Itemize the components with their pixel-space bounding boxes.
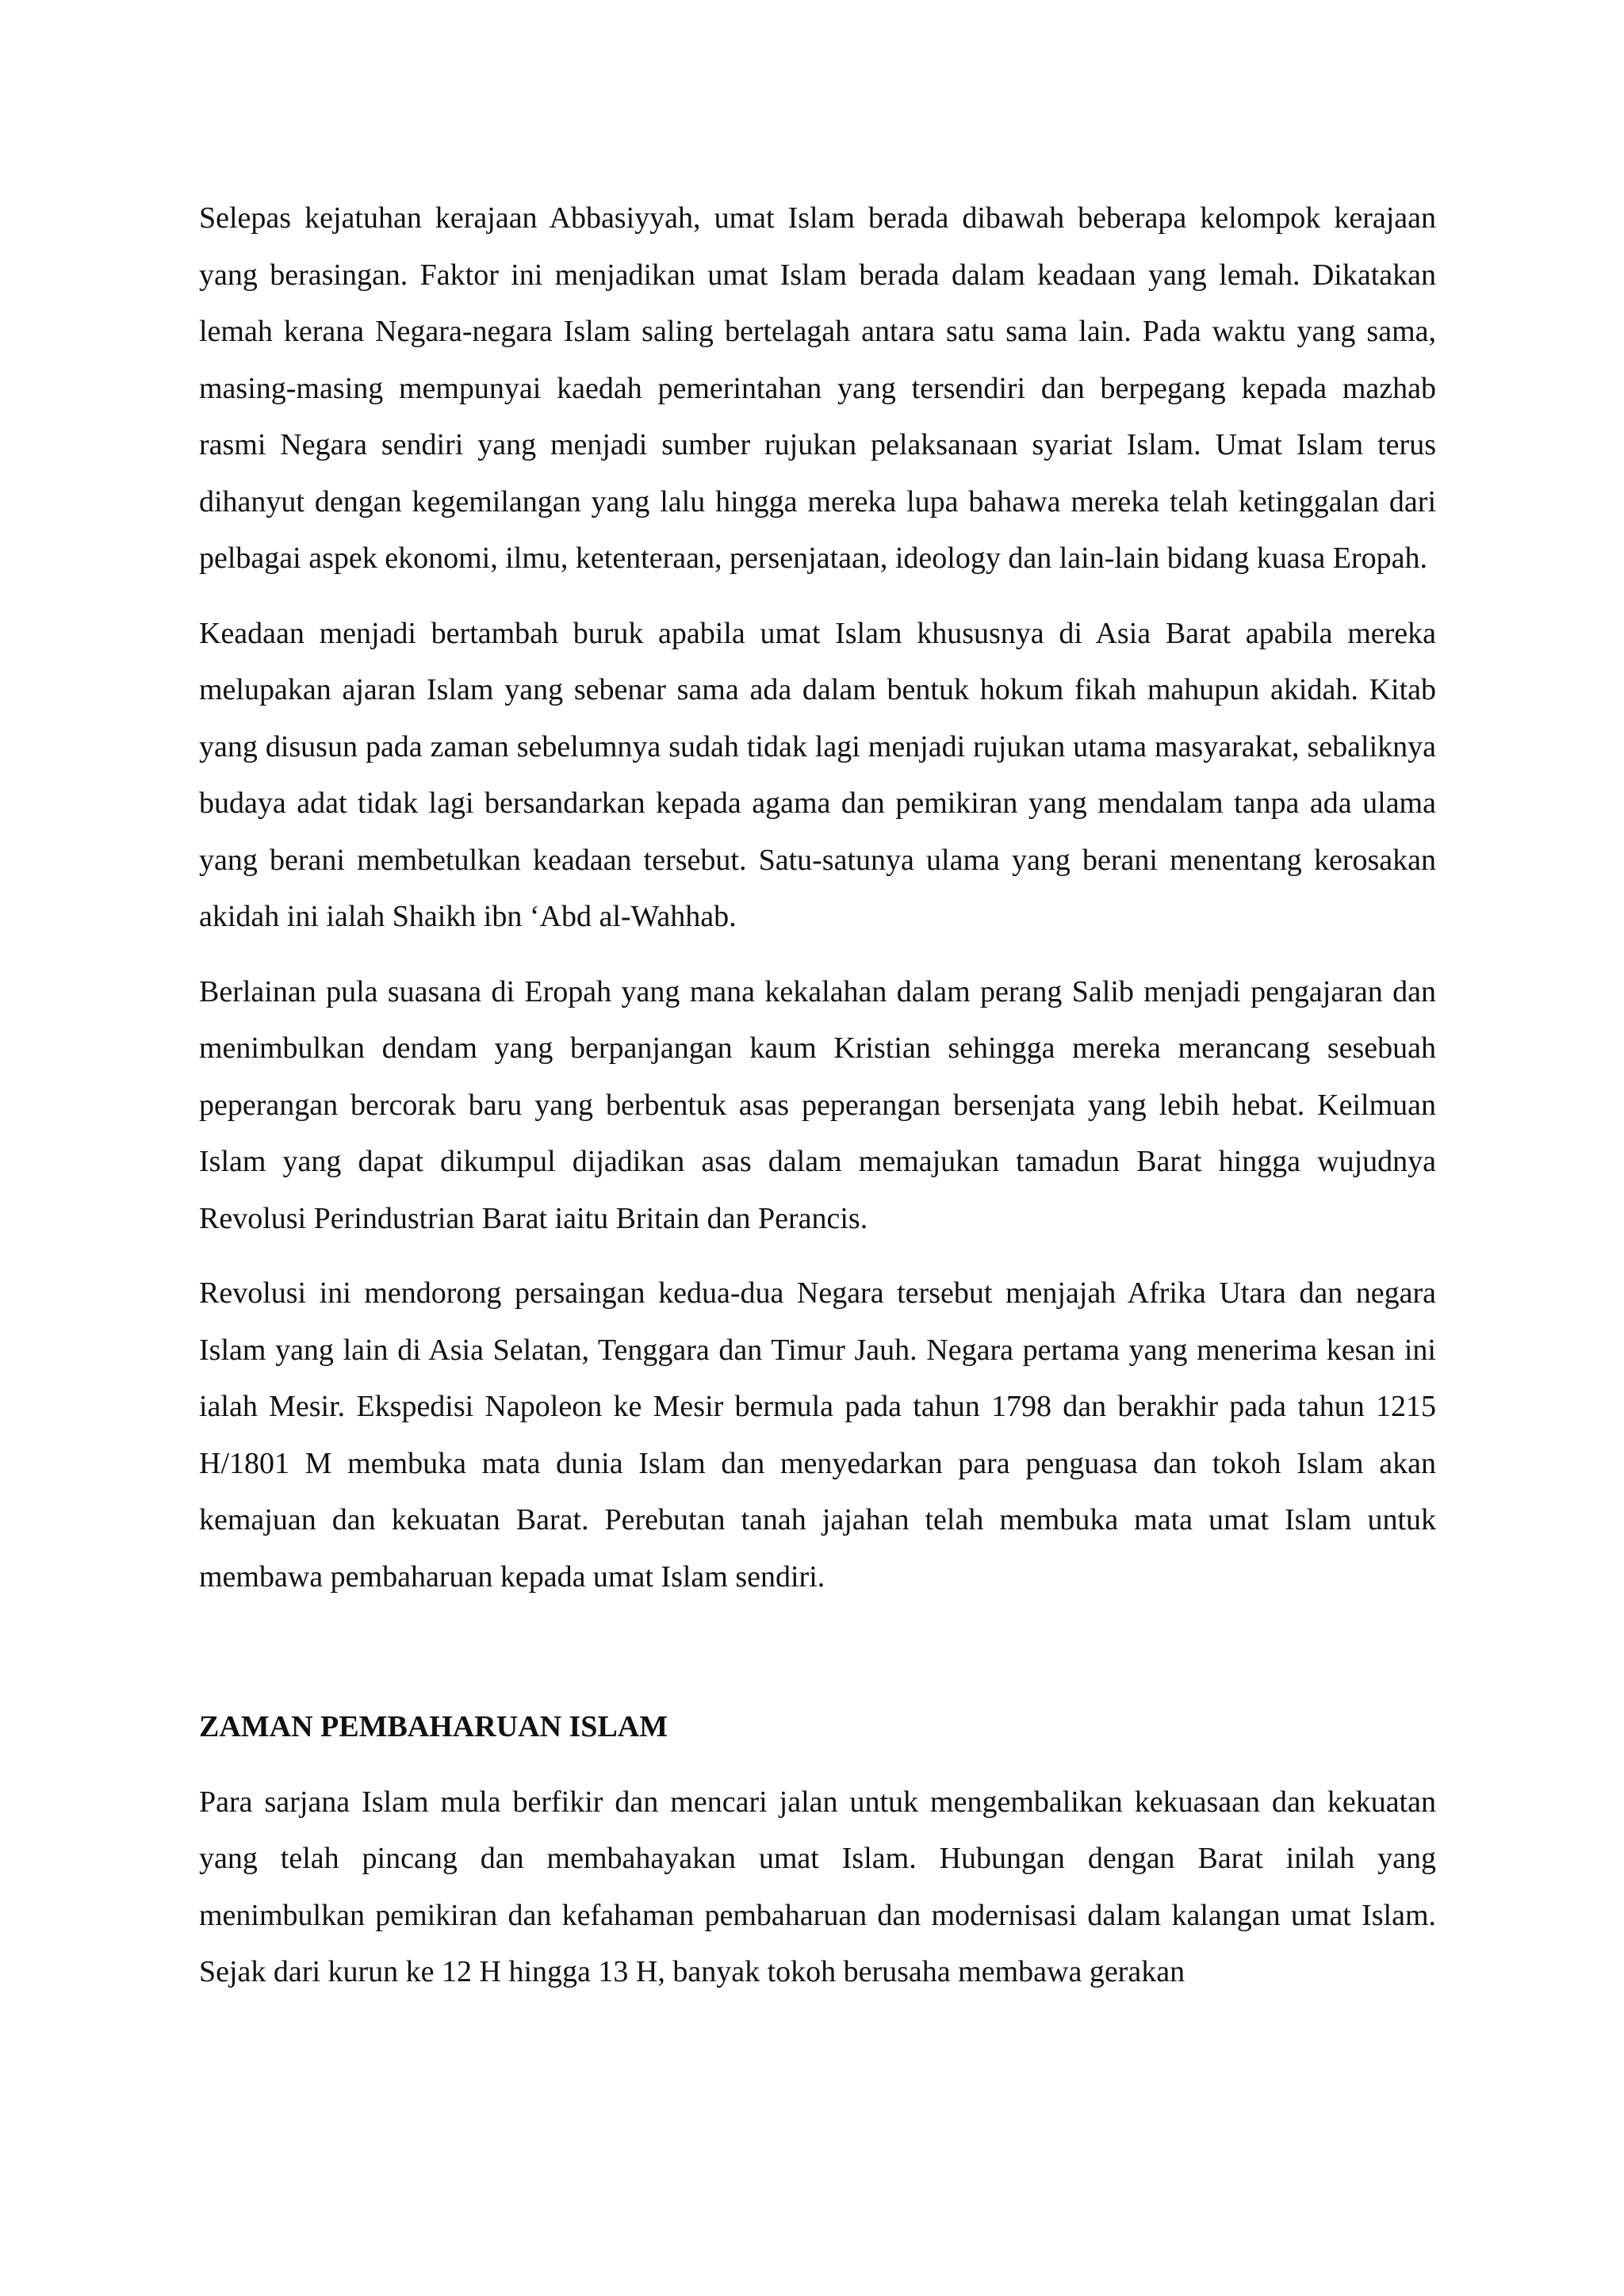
paragraph-asia-barat: Keadaan menjadi bertambah buruk apabila umat Islam khususnya di Asia Barat apabila mereka melupakan ajaran Islam yang sebenar sama ada dalam bentuk hokum fikah mahupun akidah. Kitab yang disusun pada zaman sebelumnya sudah tidak lagi menjadi rujukan utama masyarakat, sebaliknya budaya adat tidak lagi bersandarkan kepada agama dan pemikiran yang mendalam tanpa ada ulama yang berani membetulkan keadaan tersebut. Satu-satunya ulama yang berani menentang kerosakan akidah ini ialah Shaikh ibn ‘Abd al-Wahhab. [199, 616, 1436, 933]
section-heading: ZAMAN PEMBAHARUAN ISLAM [199, 1710, 668, 1743]
paragraph-eropah: Berlainan pula suasana di Eropah yang mana kekalahan dalam perang Salib menjadi pengajaran dan menimbulkan dendam yang berpanjangan kaum Kristian sehingga mereka merancang sesebuah peperangan bercorak baru yang berbentuk asas peperangan bersenjata yang lebih hebat. Keilmuan Islam yang dapat dikumpul dijadikan asas dalam memajukan tamadun Barat hingga wujudnya Revolusi Perindustrian Barat iaitu Britain dan Perancis. [199, 974, 1436, 1235]
paragraph-revolusi: Revolusi ini mendorong persaingan kedua-dua Negara tersebut menjajah Afrika Utara dan negara Islam yang lain di Asia Selatan, Tenggara dan Timur Jauh. Negara pertama yang menerima kesan ini ialah Mesir. Ekspedisi Napoleon ke Mesir bermula pada tahun 1798 dan berakhir pada tahun 1215 H/1801 M membuka mata dunia Islam dan menyedarkan para penguasa dan tokoh Islam akan kemajuan dan kekuatan Barat. Perebutan tanah jajahan telah membuka mata umat Islam untuk membawa pembaharuan kepada umat Islam sendiri. [199, 1276, 1436, 1594]
section-spacer [199, 1624, 1436, 1699]
paragraph-abbasiyyah-decline: Selepas kejatuhan kerajaan Abbasiyyah, umat Islam berada dibawah beberapa kelompok kerajaan yang berasingan. Faktor ini menjadikan umat Islam berada dalam keadaan yang lemah. Dikatakan lemah kerana Negara-negara Islam saling bertelagah antara satu sama lain. Pada waktu yang sama, masing-masing mempunyai kaedah pemerintahan yang tersendiri dan berpegang kepada mazhab rasmi Negara sendiri yang menjadi sumber rujukan pelaksanaan syariat Islam. Umat Islam terus dihanyut dengan kegemilangan yang lalu hingga mereka lupa bahawa mereka telah ketinggalan dari pelbagai aspek ekonomi, ilmu, ketenteraan, persenjataan, ideology dan lain-lain bidang kuasa Eropah. [199, 201, 1436, 575]
document-page [199, 190, 1436, 2019]
paragraph-para-sarjana: Para sarjana Islam mula berfikir dan mencari jalan untuk mengembalikan kekuasaan dan kekuatan yang telah pincang dan membahayakan umat Islam. Hubungan dengan Barat inilah yang menimbulkan pemikiran dan kefahaman pembaharuan dan modernisasi dalam kalangan umat Islam. Sejak dari kurun ke 12 H hingga 13 H, banyak tokoh berusaha membawa gerakan [199, 1785, 1436, 1988]
